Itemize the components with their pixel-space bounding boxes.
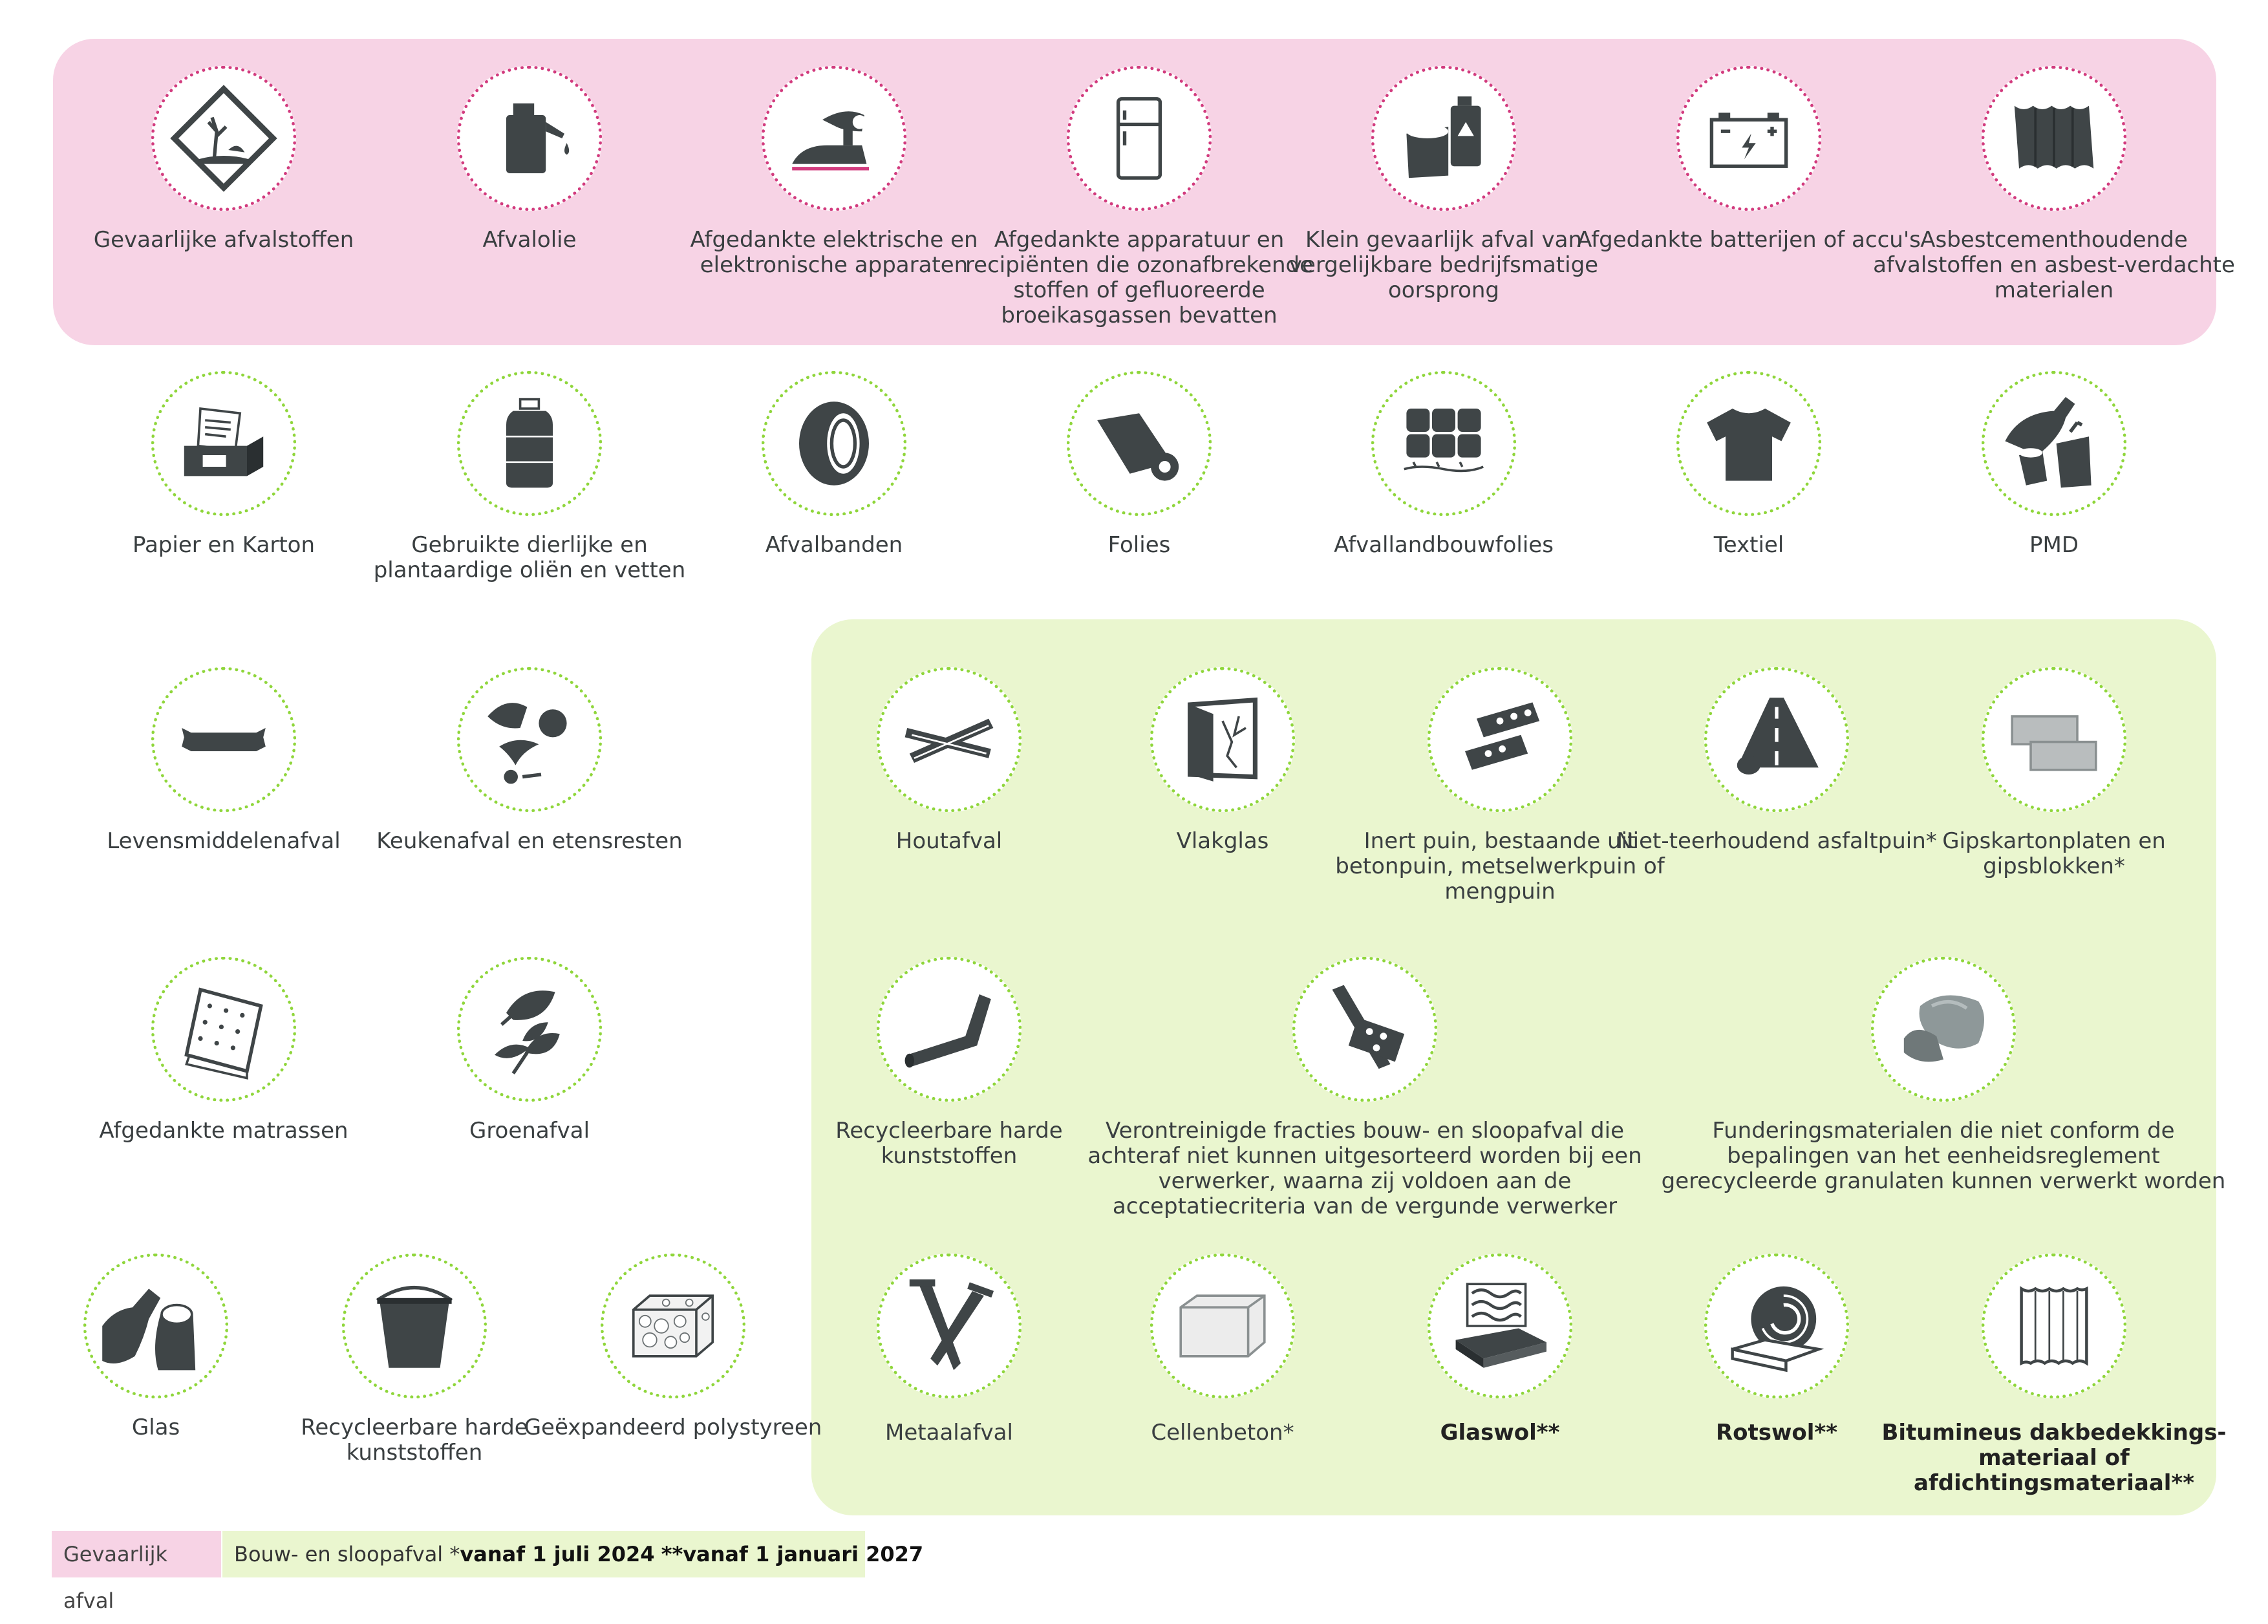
- legend-date-2027: vanaf 1 januari 2027: [683, 1542, 924, 1566]
- item-label: Metaalafval: [885, 1420, 1013, 1446]
- legend-hazardous-label: Gevaarlijk afval: [63, 1542, 167, 1613]
- item-label: Gebruikte dierlijke en plantaardige oliën en vetten: [373, 532, 686, 583]
- pmd-icon: [1996, 385, 2112, 502]
- glass-bottle-icon: [98, 1268, 214, 1384]
- tire-icon: [776, 385, 892, 502]
- nails-icon: [891, 1268, 1007, 1384]
- stones-icon: [1885, 971, 2002, 1087]
- aerated-block-icon: [1164, 1268, 1281, 1384]
- item-label: Papier en Karton: [132, 532, 315, 558]
- kitchen-waste-icon: [471, 681, 588, 798]
- mixed-construction-icon: [1307, 971, 1423, 1087]
- item-label: Afgedankte matrassen: [99, 1118, 348, 1144]
- item-label: Recycleerbare harde kunststoffen: [301, 1415, 528, 1466]
- iron-hairdryer-icon: [776, 80, 892, 197]
- item-label: Funderingsmaterialen die niet conform de bepalingen van het eenheidsreglement gerecycleerde granulaten kunnen verwerkt worden: [1661, 1118, 2226, 1194]
- item-label: Afvalbanden: [765, 532, 903, 558]
- legend-construction: [222, 1531, 924, 1577]
- item-label: Verontreinigde fracties bouw- en sloopafval die achteraf niet kunnen uitgesorteerd worden bij een verwerker, waarna zij voldoen aan de acceptatiecriteria van de vergunde verwerker: [1087, 1118, 1642, 1219]
- item-label: Groenafval: [469, 1118, 590, 1144]
- oil-can-icon: [471, 80, 588, 197]
- road-icon: [1718, 681, 1835, 798]
- oil-bottle-icon: [471, 385, 588, 502]
- item-label: Afvalolie: [482, 227, 577, 253]
- item-label: Asbestcementhoudende afvalstoffen en asbest-verdachte materialen: [1873, 227, 2235, 303]
- item-label: Gipskartonplaten en gipsblokken*: [1942, 828, 2166, 879]
- fridge-icon: [1081, 80, 1197, 197]
- tshirt-icon: [1691, 385, 1807, 502]
- mattress-icon: [166, 971, 282, 1087]
- wood-planks-icon: [891, 681, 1007, 798]
- item-label: Inert puin, bestaande uit betonpuin, metselwerkpuin of mengpuin: [1335, 828, 1665, 904]
- legend-date-2024: vanaf 1 juli 2024: [460, 1542, 655, 1566]
- leaves-icon: [471, 971, 588, 1087]
- item-label: Afgedankte batterijen of accu's: [1577, 227, 1921, 253]
- corrugated-sheet-icon: [1996, 80, 2112, 197]
- hazard-diamond-icon: [166, 80, 282, 197]
- item-label: Gevaarlijke afvalstoffen: [93, 227, 354, 253]
- bricks-icon: [1442, 681, 1558, 798]
- legend-construction-label: Bouw- en sloopafval: [234, 1542, 444, 1566]
- item-label: Bitumineus dakbedekkings-materiaal of afdichtingsmateriaal**: [1881, 1420, 2227, 1496]
- item-label: Cellenbeton*: [1151, 1420, 1294, 1446]
- legend-star-single: *: [449, 1542, 460, 1566]
- foil-roll-icon: [1081, 385, 1197, 502]
- item-label: Levensmiddelenafval: [107, 828, 341, 854]
- item-label: Rotswol**: [1715, 1420, 1837, 1446]
- rock-wool-roll-icon: [1718, 1268, 1835, 1384]
- item-label: Keukenafval en etensresten: [376, 828, 683, 854]
- item-label: Vlakglas: [1176, 828, 1269, 854]
- legend-star-double: **: [661, 1542, 683, 1566]
- item-label: Afvallandbouwfolies: [1334, 532, 1554, 558]
- paint-spray-can-icon: [1385, 80, 1502, 197]
- item-label: Afgedankte elektrische en elektronische apparaten: [690, 227, 978, 278]
- item-label: Glas: [131, 1415, 180, 1440]
- window-glass-icon: [1164, 681, 1281, 798]
- item-label: Glaswol**: [1440, 1420, 1560, 1446]
- legend-hazardous: [52, 1531, 221, 1613]
- item-label: Geëxpandeerd polystyreen: [524, 1415, 822, 1440]
- pipe-icon: [891, 971, 1007, 1087]
- item-label: Houtafval: [895, 828, 1003, 854]
- item-label: Afgedankte apparatuur en recipiënten die ozonafbrekende stoffen of gefluoreerde broeikasgassen bevatten: [965, 227, 1314, 328]
- item-label: Niet-teerhoudend asfaltpuin*: [1616, 828, 1937, 854]
- item-label: PMD: [2029, 532, 2079, 558]
- battery-icon: [1691, 80, 1807, 197]
- item-label: Textiel: [1713, 532, 1784, 558]
- polystyrene-block-icon: [615, 1268, 731, 1384]
- paper-box-icon: [166, 385, 282, 502]
- bucket-icon: [356, 1268, 473, 1384]
- bales-icon: [1385, 385, 1502, 502]
- item-label: Klein gevaarlijk afval van vergelijkbare bedrijfsmatige oorsprong: [1289, 227, 1599, 303]
- glass-wool-icon: [1442, 1268, 1558, 1384]
- bitumen-sheet-icon: [1996, 1268, 2112, 1384]
- plasterboard-icon: [1996, 681, 2112, 798]
- item-label: Folies: [1107, 532, 1171, 558]
- food-pack-icon: [166, 681, 282, 798]
- item-label: Recycleerbare harde kunststoffen: [835, 1118, 1063, 1169]
